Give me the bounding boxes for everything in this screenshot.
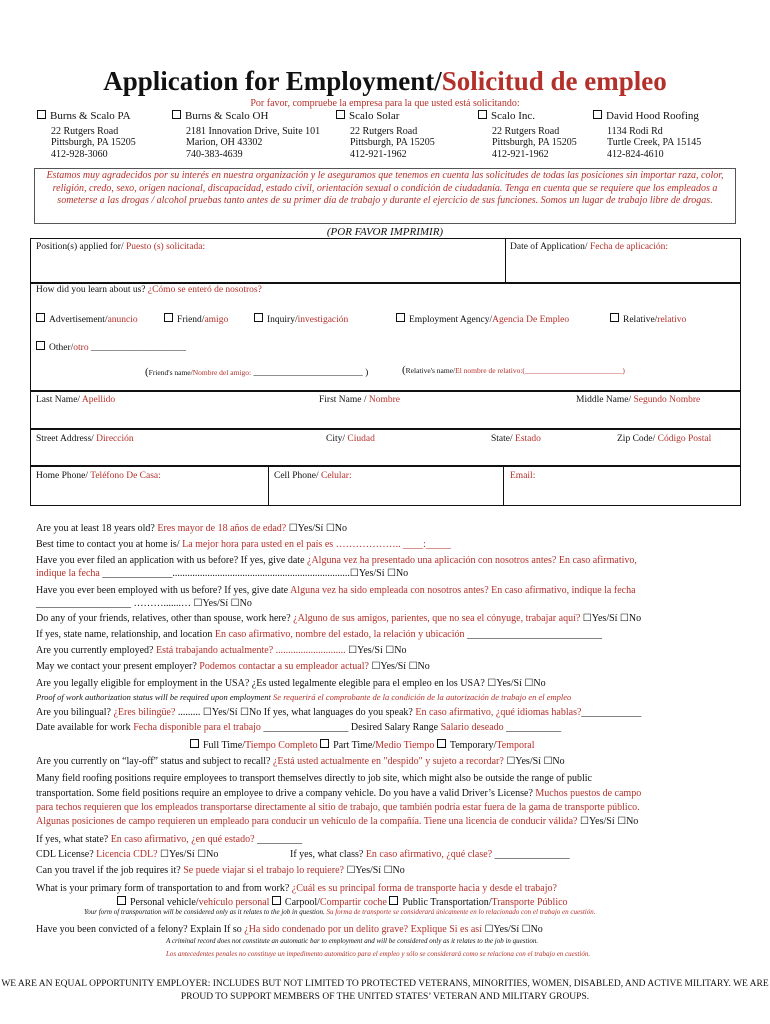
first-name-field[interactable]: First Name / Nombre	[319, 395, 401, 405]
checkbox[interactable]	[164, 313, 173, 322]
checkbox[interactable]	[389, 896, 398, 905]
checkbox[interactable]	[396, 313, 405, 322]
question-license-state[interactable]: If yes, what state? En caso afirmativo, ¿en qué estado? _________	[36, 834, 303, 845]
email-field[interactable]: Email:	[510, 471, 536, 481]
position-field[interactable]: Position(s) applied for/ Puesto (s) solicitada:	[36, 242, 206, 252]
question-felony[interactable]: Have you been convicted of a felony? Explain If so ¿Ha sido condenado por un delito grave? Explique Si es así ☐Yes/Sí ☐No	[36, 924, 543, 935]
question-drivers-license-4[interactable]: Algunas posiciones de campo requieren un empleado para conducir un vehículo de la compañía. Tiene una licencia de conducir válida? ☐Yes/Sí ☐No	[36, 816, 639, 827]
divider	[505, 238, 506, 283]
question-cdl[interactable]: CDL License? Licencia CDL? ☐Yes/Sí ☐No	[36, 849, 219, 860]
question-age[interactable]: Are you at least 18 years old? Eres mayor de 18 años de edad? ☐Yes/Sí ☐No	[36, 523, 348, 534]
company-option-bsoh[interactable]: Burns & Scalo OH 2181 Innovation Drive, Suite 101 Marion, OH 43302 740-383-4639	[172, 110, 320, 160]
question-transportation: What is your primary form of transportation to and from work? ¿Cuál es su principal forma de transporte hacia y desde el trabajo?	[36, 883, 557, 894]
question-layoff[interactable]: Are you currently on “lay-off” status and subject to recall? ¿Está usted actualmente en "despido" y sujeto a recordar? ☐Yes/Sí ☐No	[36, 756, 565, 767]
checkbox[interactable]	[172, 110, 181, 119]
question-cdl-class[interactable]: If yes, what class? En caso afirmativo, ¿qué clase? _______________	[290, 849, 570, 860]
checkbox[interactable]	[610, 313, 619, 322]
zip-field[interactable]: Zip Code/ Código Postal	[617, 434, 712, 444]
checkbox[interactable]	[437, 739, 446, 748]
question-date-available[interactable]: Date available for work Fecha disponible para el trabajo _________________ Desired Salary Range Salario deseado ___________	[36, 722, 562, 733]
source-inquiry[interactable]: Inquiry/investigación	[254, 313, 348, 325]
question-prior-employment-date[interactable]: ___________________ ……….......… ☐Yes/Sí ☐No	[36, 598, 252, 609]
cell-phone-field[interactable]: Cell Phone/ Celular:	[274, 471, 352, 481]
question-prior-application: Have you ever filed an application with us before? If yes, give date ¿Alguna vez ha presentado una aplicación con nosotros antes? En caso afirmativo,	[36, 555, 637, 566]
street-field[interactable]: Street Address/ Dirección	[36, 434, 134, 444]
question-travel[interactable]: Can you travel if the job requires it? Se puede viajar si el trabajo lo requiere? ☐Yes/Sí ☐No	[36, 865, 405, 876]
question-drivers-license-2: transportation. Some field positions require an employee to drive a company vehicle. Do you have a valid Driver’s License? Muchos puestos de campo	[36, 788, 642, 799]
source-agency[interactable]: Employment Agency/Agencia De Empleo	[396, 313, 569, 325]
learn-heading: How did you learn about us? ¿Cómo se enteró de nosotros?	[36, 285, 262, 295]
question-prior-application-date[interactable]: indique la fecha ______________.......................................................................☐Yes/Sí ☐No	[36, 568, 409, 579]
work-authorization-note: Proof of work authorization status will be required upon employment Se requerirá el comprobante de la condición de la autorización de trabajo en el empleo	[36, 692, 572, 702]
city-field[interactable]: City/ Ciudad	[326, 434, 375, 444]
checkbox[interactable]	[36, 341, 45, 350]
checkbox[interactable]	[336, 110, 345, 119]
question-work-type[interactable]: Full Time/Tiempo Completo Part Time/Medio Tiempo Temporary/Temporal	[190, 738, 535, 754]
question-prior-employment: Have you ever been employed with us before? If yes, give date Alguna vez ha sido empleada con nosotros antes? En caso afirmativo, indique la fecha	[36, 585, 636, 596]
page-title: Application for Employment/Solicitud de empleo	[103, 66, 667, 96]
question-drivers-license-3: para techos requieren que los empleados transportarse directamente al sitio de trabajo, que también podría estar fuera de la gama de transporte público.	[36, 802, 640, 813]
checkbox[interactable]	[478, 110, 487, 119]
question-friends-work-here[interactable]: Do any of your friends, relatives, other than spouse, work here? ¿Alguno de sus amigos, parientes, que no sea el cónyuge, trabajar aquí? ☐Yes/Sí ☐No	[36, 613, 642, 624]
question-legally-eligible[interactable]: Are you legally eligible for employment in the USA? ¿Es usted legalmente elegible para el empleo en los USA? ☐Yes/Sí ☐No	[36, 678, 546, 689]
question-relationship-location[interactable]: If yes, state name, relationship, and location En caso afirmativo, nombre del estado, la relación y ubicación ___________________________	[36, 629, 602, 640]
checkbox[interactable]	[320, 739, 329, 748]
question-bilingual[interactable]: Are you bilingual? ¿Eres bilingüe? ......... ☐Yes/Sí ☐No If yes, what languages do you speak? En caso afirmativo, ¿qué idiomas hablas?____________	[36, 707, 642, 718]
learn-section	[30, 283, 741, 391]
checkbox[interactable]	[36, 313, 45, 322]
checkbox[interactable]	[272, 896, 281, 905]
checkbox[interactable]	[37, 110, 46, 119]
transportation-options[interactable]: Personal vehicle/vehículo personal Carpool/Compartir coche Public Transportation/Transporte Público	[117, 895, 568, 911]
last-name-field[interactable]: Last Name/ Apellido	[36, 395, 116, 405]
checkbox[interactable]	[254, 313, 263, 322]
company-option-david-hood[interactable]: David Hood Roofing 1134 Rodi Rd Turtle Creek, PA 15145 412-824-4610	[593, 110, 701, 160]
transportation-note: Your form of transportation will be considered only as it relates to the job in question. Su forma de transporte se considerará únicamente en lo relacionado con el trabajo en cuestión.	[84, 908, 596, 916]
company-option-scalo-inc[interactable]: Scalo Inc. 22 Rutgers Road Pittsburgh, PA 15205 412-921-1962	[478, 110, 577, 160]
source-advertisement[interactable]: Advertisement/anuncio	[36, 313, 138, 325]
felony-note-en: A criminal record does not constitute an automatic bar to employment and will be considered only as it relates to the job in question.	[166, 937, 539, 945]
friend-name-field[interactable]: (Friend's name/Nombre del amigo: _______________________ )	[145, 366, 369, 378]
eeo-statement: Estamos muy agradecidos por su interés en nuestra organización y le aseguramos que tenemos en cuenta las solicitudes de todas las posiciones sin importar raza, color, religión, credo, sexo, origen nacional, discapacidad, estado civil, orientación sexual o condición de ciudadanía. Tenga en cuenta que se requiere que los empleados a someterse a las drogas / alcohol pruebas tanto antes de su primer día de trabajo y durante el ejercicio de sus funciones. Somos un lugar de trabajo libre de drogas.	[34, 168, 736, 224]
source-friend[interactable]: Friend/amigo	[164, 313, 228, 325]
question-drivers-license-1: Many field roofing positions require employees to transport themselves directly to job site, which might also be outside the range of public	[36, 773, 592, 784]
source-relative[interactable]: Relative/relativo	[610, 313, 686, 325]
question-best-time[interactable]: Best time to contact you at home is/ La mejor hora para usted en el país es ……………….. ____:_____	[36, 539, 451, 550]
date-application-field[interactable]: Date of Application/ Fecha de aplicación:	[510, 242, 669, 252]
home-phone-field[interactable]: Home Phone/ Teléfono De Casa:	[36, 471, 161, 481]
question-contact-employer[interactable]: May we contact your present employer? Podemos contactar a su empleador actual? ☐Yes/Sí ☐No	[36, 661, 430, 672]
equal-opportunity-footer: WE ARE AN EQUAL OPPORTUNITY EMPLOYER: INCLUDES BUT NOT LIMITED TO PROTECTED VETERANS, MINORITIES, WOMEN, DISABLED, AND ACTIVE MILITARY. WE ARE PROUD TO SUPPORT MEMBERS OF THE UNITED STATES’ VETERAN AND MILITARY GROUPS.	[1, 979, 769, 1002]
relative-name-field[interactable]: (Relative's name/El nombre de relativo:(__________________________)	[402, 364, 625, 376]
checkbox[interactable]	[593, 110, 602, 119]
question-currently-employed[interactable]: Are you currently employed? Está trabajando actualmente? ............................ ☐Yes/Sí ☐No	[36, 645, 407, 656]
checkbox[interactable]	[117, 896, 126, 905]
source-other[interactable]: Other/otro ____________________	[36, 341, 186, 353]
company-instruction: Por favor, compruebe la empresa para la que usted está solicitando:	[250, 98, 520, 109]
please-print-note: (POR FAVOR IMPRIMIR)	[326, 226, 444, 238]
middle-name-field[interactable]: Middle Name/ Segundo Nombre	[576, 395, 701, 405]
felony-note-es: Los antecedentes penales no constituye un impedimento automático para el empleo y sólo se considerará como se relaciona con el trabajo en cuestión.	[166, 950, 591, 958]
divider	[268, 466, 269, 506]
state-field[interactable]: State/ Estado	[491, 434, 541, 444]
company-option-scalo-solar[interactable]: Scalo Solar 22 Rutgers Road Pittsburgh, PA 15205 412-921-1962	[336, 110, 435, 160]
company-option-bspa[interactable]: Burns & Scalo PA 22 Rutgers Road Pittsburgh, PA 15205 412-928-3060	[37, 110, 136, 160]
divider	[503, 466, 504, 506]
checkbox[interactable]	[190, 739, 199, 748]
